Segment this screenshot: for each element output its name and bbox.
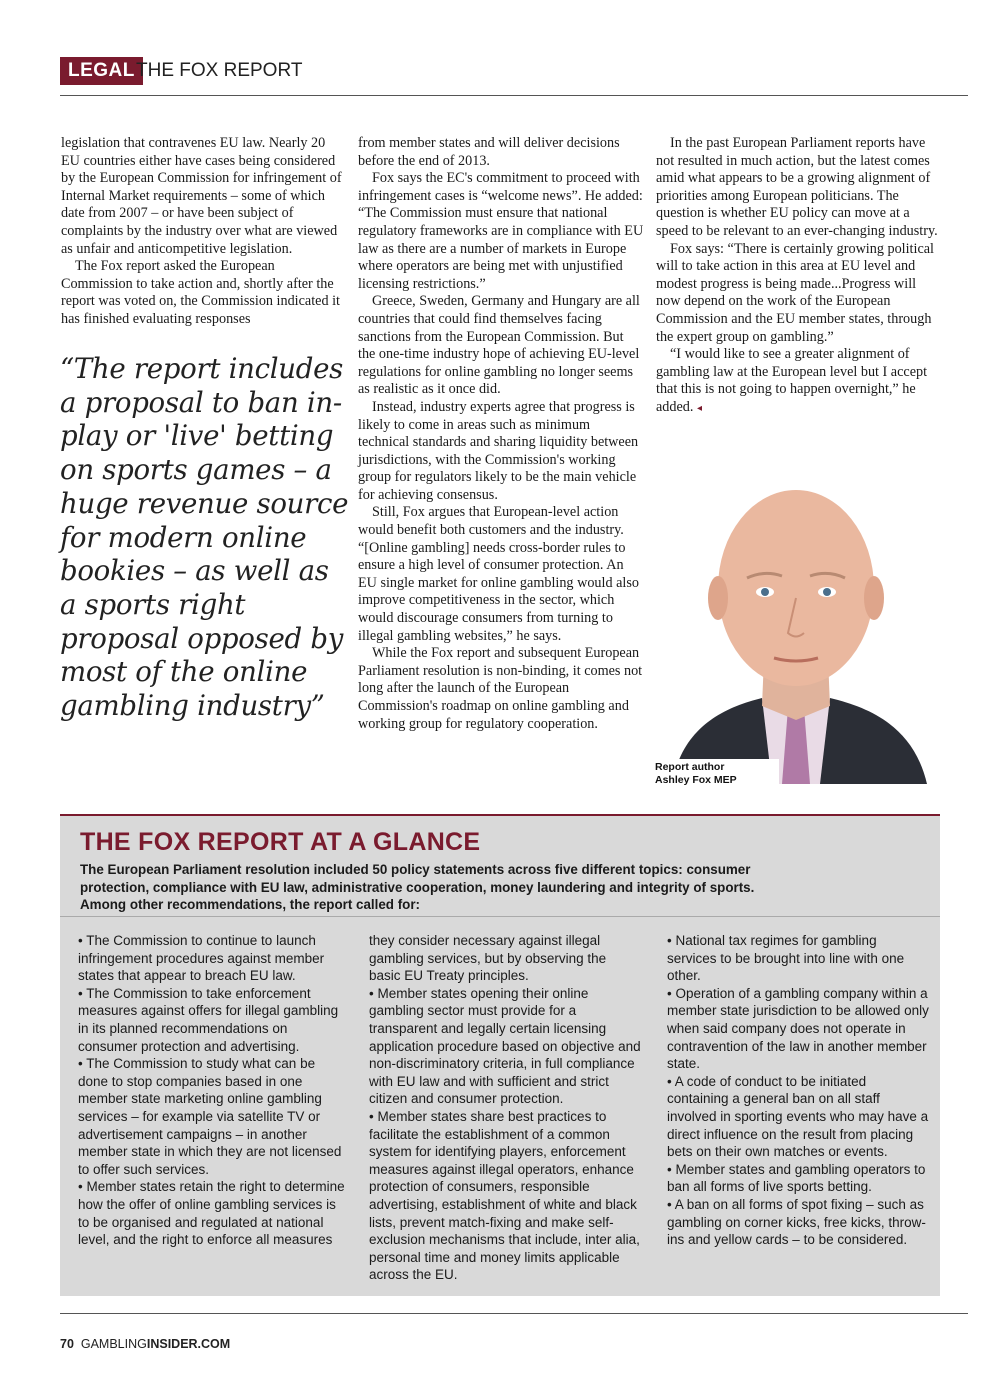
list-item: • Operation of a gambling company within a member state jurisdiction to be allowed only when said company does not operate in contravention of the law in another member state.: [667, 985, 929, 1072]
list-item: • Member states opening their online gambling sector must provide for a transparent and legally certain licensing application procedure based on objective and non-discriminatory criteria, in full compliance with EU law and with sufficient and strict citizen and consumer protection.: [369, 985, 641, 1107]
end-mark-icon: ◂: [696, 402, 703, 414]
list-item: • Member states and gambling operators to ban all forms of live sports betting.: [667, 1161, 926, 1195]
glance-box: [60, 814, 940, 1296]
list-item: • National tax regimes for gambling services to be brought into line with one other.: [667, 933, 905, 984]
paragraph: Still, Fox argues that European-level action would benefit both customers and the industry. “[Online gambling] needs cross-border rules to ensure a high level of consumer protection. An EU single market for online gambling would also improve competitiveness in the sector, which would discourage consumers from turning to illegal gambling websites,” he says.: [358, 504, 639, 644]
glance-column-2: [369, 932, 641, 1284]
paragraph: Greece, Sweden, Germany and Hungary are all countries that could find themselves facing sanctions from the European Commission. But the one-time industry hope of achieving EU-level regulations for online gambling no longer seems as realistic as it once did.: [358, 293, 640, 398]
pull-quote: “The report includes a proposal to ban in-play or 'live' betting on sports games – a huge revenue source for modern online bookies – as well as a sports right proposal opposed by most of the online gambling industry”: [60, 352, 349, 723]
list-item: • The Commission to take enforcement measures against offers for illegal gambling in its planned recommendations on consumer protection and advertising.: [78, 985, 339, 1054]
page-footer: [60, 1337, 230, 1351]
paragraph: Instead, industry experts agree that progress is likely to come in areas such as minimum technical standards and sharing liquidity between jurisdictions, with the Commission's working group for regulators likely to be the main vehicle for achieving consensus.: [358, 398, 639, 503]
list-item: they consider necessary against illegal gambling services, but by observing the basic EU Treaty principles.: [369, 933, 607, 984]
glance-column-1: [78, 932, 346, 1249]
site-prefix: GAMBLING: [80, 1337, 147, 1351]
section-tag: LEGAL: [60, 57, 143, 85]
glance-column-3: [667, 932, 929, 1249]
list-item: • Member states share best practices to facilitate the establishment of a common system for identifying players, enforcement measures against illegal operators, enhance protection of consumers, responsible advertising, establishment of white and black lists, prevent match-fixing and make self-exclusion mechanisms that include, inter alia, personal time and money limits applicable across the EU.: [369, 1108, 640, 1283]
paragraph: legislation that contravenes EU law. Nearly 20 EU countries either have cases being considered by the European Commission for infringement of Internal Market requirements – some of which date from 2007 – or have been subject of complaints by the industry over what are viewed as unfair and anticompetitive legislation.: [61, 135, 342, 257]
page-number: 70: [60, 1337, 74, 1351]
glance-title: THE FOX REPORT AT A GLANCE: [80, 828, 481, 856]
caption-line: Ashley Fox MEP: [655, 774, 737, 786]
paragraph: While the Fox report and subsequent European Parliament resolution is non-binding, it comes not long after the launch of the European Commission's roadmap on online gambling and working group for regulatory cooperation.: [358, 645, 643, 732]
article-column-1: [61, 135, 343, 329]
glance-divider: [60, 916, 940, 917]
paragraph: from member states and will deliver decisions before the end of 2013.: [358, 135, 620, 169]
footer-divider: [60, 1313, 968, 1314]
paragraph: Fox says: “There is certainly growing political will to take action in this area at EU level and modest progress is being made...Progress will now depend on the work of the European Commission and the EU member states, through the expert group on gambling.”: [656, 240, 934, 345]
section-title: THE FOX REPORT: [136, 60, 303, 81]
caption-line: Report author: [655, 761, 725, 773]
paragraph-text: “I would like to see a greater alignment of gambling law at the European level but I accept that this is not going to happen overnight,” he added.: [656, 346, 928, 415]
article-column-2: [358, 135, 644, 733]
list-item: • A code of conduct to be initiated containing a general ban on all staff involved in sporting events who may have a direct influence on the result from placing bets on their own matches or events.: [667, 1073, 929, 1160]
paragraph: In the past European Parliament reports have not resulted in much action, but the latest comes amid what appears to be a growing alignment of priorities among European politicians. The question is whether EU policy can move at a speed to be relevant to an ever-changing industry.: [656, 135, 938, 239]
paragraph: Fox says the EC's commitment to proceed with infringement cases is “welcome news”. He added: “The Commission must ensure that national regulatory frameworks are in compliance with EU law as there are a number of markets in Europe where operators are being met with unjustified licensing restrictions.”: [358, 170, 644, 292]
list-item: • The Commission to continue to launch infringement procedures against member states that appear to breach EU law.: [78, 933, 325, 984]
site-suffix: INSIDER.COM: [146, 1337, 231, 1351]
list-item: • The Commission to study what can be done to stop companies based in one member state marketing online gambling services – for example via satellite TV or advertisement campaigns – in another member state in which they are not licensed to offer such services.: [78, 1056, 342, 1177]
photo-caption: [655, 759, 779, 789]
list-item: • A ban on all forms of spot fixing – such as gambling on corner kicks, free kicks, throw-ins and yellow cards – to be considered.: [667, 1196, 926, 1248]
paragraph: [656, 346, 940, 417]
author-photo: [652, 458, 940, 784]
article-column-3: [656, 135, 940, 418]
page-header: [60, 57, 968, 96]
glance-intro: The European Parliament resolution included 50 policy statements across five different topics: consumer protection, compliance with EU law, administrative cooperation, money laundering and integrity of sports. Among other recommendations, the report called for:: [80, 862, 755, 912]
paragraph: The Fox report asked the European Commission to take action and, shortly after the report was voted on, the Commission indicated it has finished evaluating responses: [61, 258, 340, 327]
list-item: • Member states retain the right to determine how the offer of online gambling services is to be organised and regulated at national level, and the right to enforce all measures: [78, 1179, 345, 1248]
